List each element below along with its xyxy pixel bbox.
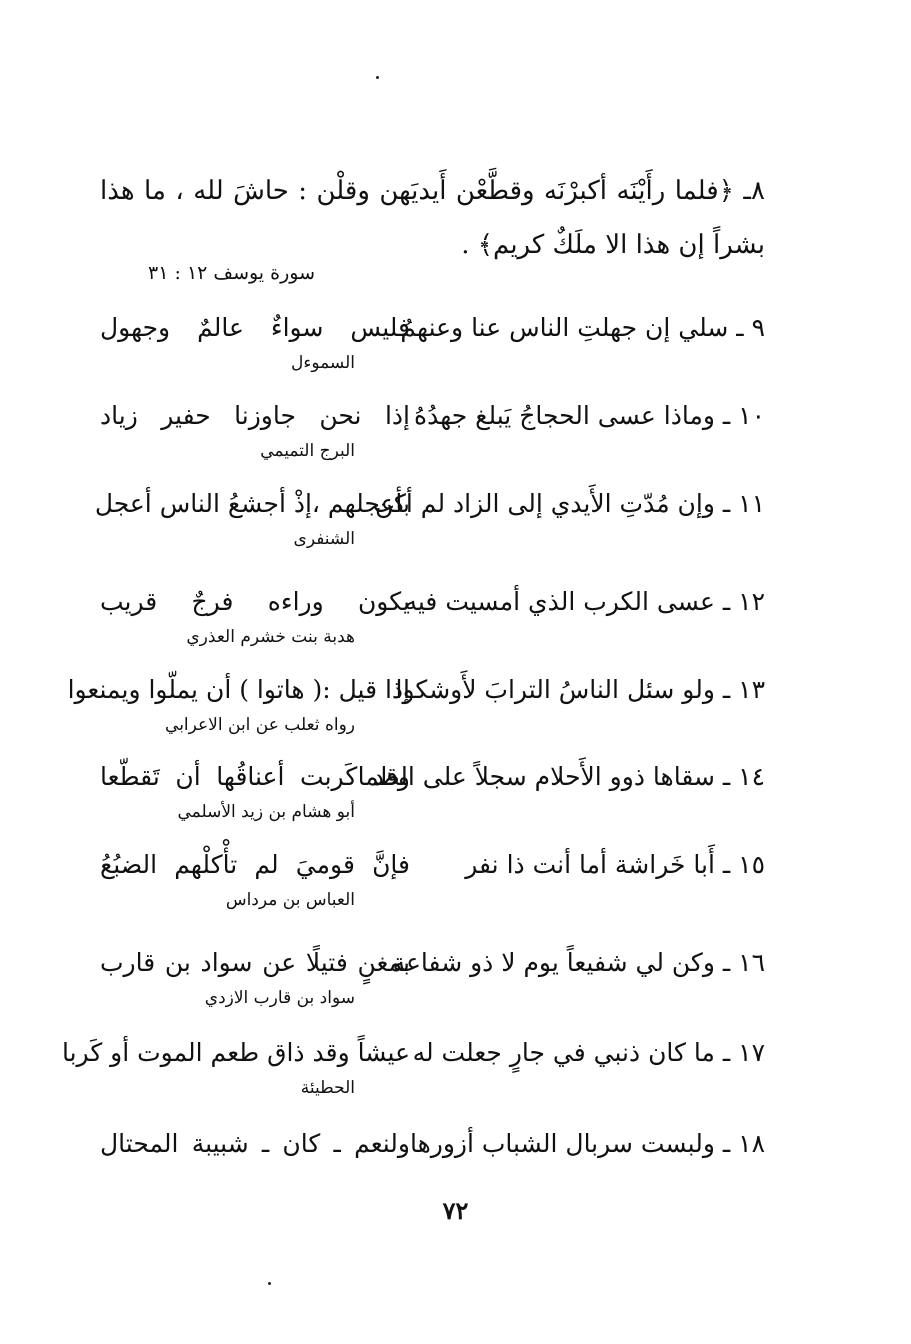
poet-name: رواه ثعلب عن ابن الاعرابي bbox=[165, 715, 355, 735]
poet-name: أبو هشام بن زيد الأسلمي bbox=[177, 802, 355, 822]
verse-second-hemistich: فإنَّ قوميَ لم تأْكلْهم الضبُعُ bbox=[100, 850, 410, 879]
poet-name: الحطيئة bbox=[300, 1078, 355, 1098]
verse-second-hemistich: بأعجلهم ،إذْ أجشعُ الناس أعجل bbox=[94, 489, 410, 518]
verse-first-hemistich: ١٠ ـ وماذا عسى الحجاجُ يَبلغ جهدُهُ bbox=[414, 401, 765, 430]
verse-second-hemistich: يكون وراءه فرجٌ قريب bbox=[100, 587, 410, 616]
verse-first-hemistich: ١٣ ـ ولو سئل الناسُ الترابَ لأَوشكوا bbox=[395, 675, 765, 704]
verse-second-hemistich: وقد كَربت أعناقُها أن تَقطّعا bbox=[100, 762, 410, 791]
verse-first-hemistich: ١٧ ـ ما كان ذنبي في جارٍ جعلت له bbox=[412, 1038, 765, 1067]
poet-name: سواد بن قارب الازدي bbox=[204, 988, 355, 1008]
poem-verse-15 bbox=[100, 845, 765, 935]
poet-name: البرج التميمي bbox=[260, 441, 355, 461]
poet-name: هدبة بنت خشرم العذري bbox=[186, 627, 355, 647]
verse-second-hemistich: إذا نحن جاوزنا حفير زياد bbox=[100, 401, 410, 430]
page-number: ٧٢ bbox=[442, 1196, 469, 1225]
verse-second-hemistich: فليس سواءٌ عالمٌ وجهول bbox=[100, 313, 410, 342]
poem-verse-11 bbox=[94, 484, 765, 574]
poem-verse-17 bbox=[61, 1033, 765, 1123]
poet-name: الشنفرى bbox=[293, 529, 355, 549]
poet-name: العباس بن مرداس bbox=[225, 890, 355, 910]
verse-first-hemistich: ٩ ـ سلي إن جهلتِ الناس عنا وعنهمُ bbox=[400, 313, 765, 342]
poet-name: السموءل bbox=[290, 353, 355, 373]
verse-second-hemistich: ولنعم ـ كان ـ شبيبة المحتال bbox=[100, 1129, 410, 1158]
verse-first-hemistich: ١٦ ـ وكن لي شفيعاً يوم لا ذو شفاعة bbox=[392, 948, 765, 977]
poem-verse-12 bbox=[100, 582, 765, 672]
verse-second-hemistich: بمغنٍ فتيلًا عن سواد بن قارب bbox=[100, 948, 410, 977]
verse-second-hemistich: إذا قيل :( هاتوا ) أن يملّوا ويمنعوا bbox=[67, 675, 410, 704]
poem-verse-13 bbox=[67, 670, 765, 760]
poem-verse-10 bbox=[100, 396, 765, 486]
print-speck bbox=[376, 76, 379, 79]
poem-verse-14 bbox=[100, 757, 765, 847]
verse-first-hemistich: ١٢ ـ عسى الكرب الذي أمسيت فيه bbox=[404, 587, 765, 616]
verse-second-hemistich: عيشاً وقد ذاق طعم الموت أو كَربا bbox=[61, 1038, 410, 1067]
poem-verse-9 bbox=[100, 308, 765, 398]
quran-reference: سورة يوسف ١٢ : ٣١ bbox=[148, 262, 315, 284]
quran-verse-8: ٨ـ ﴿فلما رأَيْنَه أكبرْنَه وقطَّعْن أَيديَهن وقلْن : حاشَ لله ، ما هذا بشراً إن هذا الا ملَكٌ كريم﴾ . bbox=[100, 176, 765, 260]
verse-first-hemistich: ١١ ـ وإن مُدّتِ الأَيدي إلى الزاد لم أكن bbox=[374, 489, 765, 518]
verse-first-hemistich: ١٥ ـ أَبا خَراشة أما أنت ذا نفر bbox=[465, 850, 765, 879]
print-speck bbox=[268, 1282, 271, 1285]
verse-first-hemistich: ١٨ ـ ولبست سربال الشباب أزورها bbox=[409, 1129, 765, 1158]
verse-first-hemistich: ١٤ ـ سقاها ذوو الأَحلام سجلاً على الظما bbox=[357, 762, 765, 791]
poem-verse-16 bbox=[100, 943, 765, 1033]
